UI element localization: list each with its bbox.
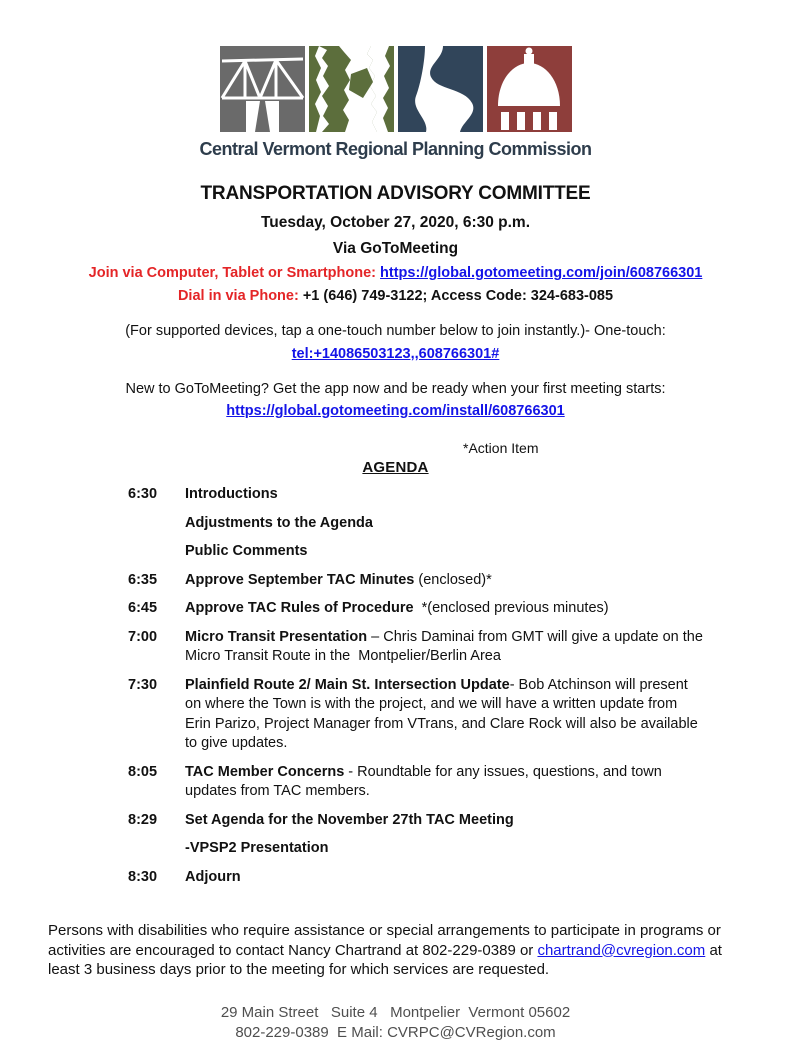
agenda-item-title: Public Comments bbox=[185, 543, 308, 559]
agenda-item-detail: (enclosed)* bbox=[414, 571, 492, 588]
agenda-row bbox=[128, 763, 705, 802]
onetouch-instruction: (For supported devices, tap a one-touch number below to join instantly.)- One-touch: bbox=[125, 323, 666, 339]
agenda-item-title: Introductions bbox=[185, 486, 278, 502]
agenda-text bbox=[185, 514, 705, 534]
onetouch-tel-link[interactable]: tel:+14086503123,,608766301# bbox=[291, 346, 500, 362]
meeting-datetime: Tuesday, October 27, 2020, 6:30 p.m. bbox=[260, 214, 531, 231]
winding-road-icon bbox=[398, 46, 483, 132]
agenda-item-title: Set Agenda for the November 27th TAC Meeting bbox=[185, 811, 514, 828]
agenda-row bbox=[128, 628, 705, 667]
agenda-item-title: Adjourn bbox=[185, 868, 241, 885]
meeting-platform: Via GoToMeeting bbox=[332, 240, 459, 257]
agenda-item-title: TAC Member Concerns bbox=[185, 763, 345, 780]
agenda-row bbox=[128, 514, 705, 534]
agenda-time: 7:30 bbox=[128, 676, 158, 693]
agenda-time: 6:45 bbox=[128, 600, 158, 616]
agenda-text bbox=[185, 571, 705, 591]
agenda-time bbox=[128, 542, 185, 562]
agenda-item-title: Adjustments to the Agenda bbox=[185, 514, 373, 531]
accessibility-email-link[interactable]: chartrand@cvregion.com bbox=[537, 941, 706, 959]
agenda-list bbox=[128, 485, 705, 887]
agenda-item-title: Micro Transit Presentation bbox=[185, 628, 368, 645]
agenda-row bbox=[128, 599, 705, 619]
onetouch-link-line bbox=[0, 346, 791, 362]
agenda-text bbox=[185, 542, 705, 562]
agenda-item-detail: – Chris Daminai from GMT will give a update on the Micro Transit Route in the Montpelier/Berlin Area bbox=[185, 628, 707, 664]
agenda-time bbox=[128, 514, 185, 534]
agenda-item-title: -VPSP2 Presentation bbox=[185, 840, 329, 856]
logo-strip bbox=[220, 46, 572, 132]
dial-value: +1 (646) 749-3122; Access Code: 324-683-085 bbox=[302, 288, 614, 304]
agenda-row bbox=[128, 676, 705, 754]
agenda-text bbox=[185, 763, 705, 802]
accessibility-text-after: at least 3 business days prior to the meeting for which services are requested. bbox=[48, 941, 722, 978]
page-title: TRANSPORTATION ADVISORY COMMITTEE bbox=[200, 183, 591, 204]
agenda-item-detail: - Bob Atchinson will present on where the Town is with the project, and we will have a written update from Erin Parizo, Project Manager from VTrans, and Clare Rock will also be available to give updates. bbox=[185, 676, 702, 751]
agenda-time: 8:30 bbox=[128, 868, 158, 885]
join-label: Join via Computer, Tablet or Smartphone: bbox=[88, 265, 381, 281]
agenda-text bbox=[185, 868, 705, 888]
agenda-text bbox=[185, 839, 705, 859]
agenda-time: 6:35 bbox=[128, 571, 158, 588]
footer-contact: 802-229-0389 E Mail: CVRPC@CVRegion.com bbox=[235, 1023, 556, 1041]
agenda-row bbox=[128, 868, 705, 888]
join-meeting-link[interactable]: https://global.gotomeeting.com/join/608766301 bbox=[380, 265, 703, 281]
agenda-time: 6:30 bbox=[128, 486, 158, 502]
install-app-link[interactable]: https://global.gotomeeting.com/install/608766301 bbox=[226, 403, 565, 419]
logo-caption: Central Vermont Regional Planning Commission bbox=[199, 139, 592, 159]
agenda-time: 8:05 bbox=[128, 763, 158, 780]
vermont-map-icon bbox=[309, 46, 394, 132]
footer-address: 29 Main Street Suite 4 Montpelier Vermont 05602 bbox=[220, 1003, 571, 1021]
agenda-row bbox=[128, 542, 705, 562]
agenda-item-detail: - Roundtable for any issues, questions, and town updates from TAC members. bbox=[185, 763, 666, 799]
newto-instruction: New to GoToMeeting? Get the app now and be ready when your first meeting starts: bbox=[125, 381, 666, 397]
agenda-row bbox=[128, 485, 705, 505]
logo bbox=[0, 0, 791, 160]
join-line bbox=[0, 265, 791, 281]
agenda-item-title: Approve TAC Rules of Procedure bbox=[185, 600, 414, 616]
agenda-row bbox=[128, 839, 705, 859]
agenda-row bbox=[128, 811, 705, 831]
dial-line bbox=[0, 288, 791, 304]
bridge-icon bbox=[220, 46, 305, 132]
accessibility-text-before: Persons with disabilities who require assistance or special arrangements to participate in programs or activities are encouraged to contact Nancy Chartrand at 802-229-0389 or bbox=[48, 922, 721, 959]
agenda-text bbox=[185, 628, 705, 667]
capitol-dome-icon bbox=[487, 46, 572, 132]
agenda-text bbox=[185, 485, 705, 505]
agenda-item-title: Plainfield Route 2/ Main St. Intersection Update bbox=[185, 676, 510, 693]
action-item-note: *Action Item bbox=[463, 440, 539, 456]
agenda-text bbox=[185, 811, 705, 831]
dial-label: Dial in via Phone: bbox=[177, 288, 303, 304]
agenda-time: 7:00 bbox=[128, 628, 158, 645]
agenda-heading: AGENDA bbox=[362, 459, 429, 476]
install-link-line bbox=[0, 403, 791, 419]
agenda-item-detail: *(enclosed previous minutes) bbox=[413, 600, 609, 616]
agenda-item-title: Approve September TAC Minutes bbox=[185, 571, 415, 588]
accessibility-notice bbox=[48, 921, 750, 980]
footer bbox=[0, 1003, 791, 1043]
agenda-row bbox=[128, 571, 705, 591]
agenda-time: 8:29 bbox=[128, 811, 158, 828]
agenda-text bbox=[185, 676, 705, 754]
agenda-time bbox=[128, 839, 185, 859]
agenda-text bbox=[185, 599, 705, 619]
